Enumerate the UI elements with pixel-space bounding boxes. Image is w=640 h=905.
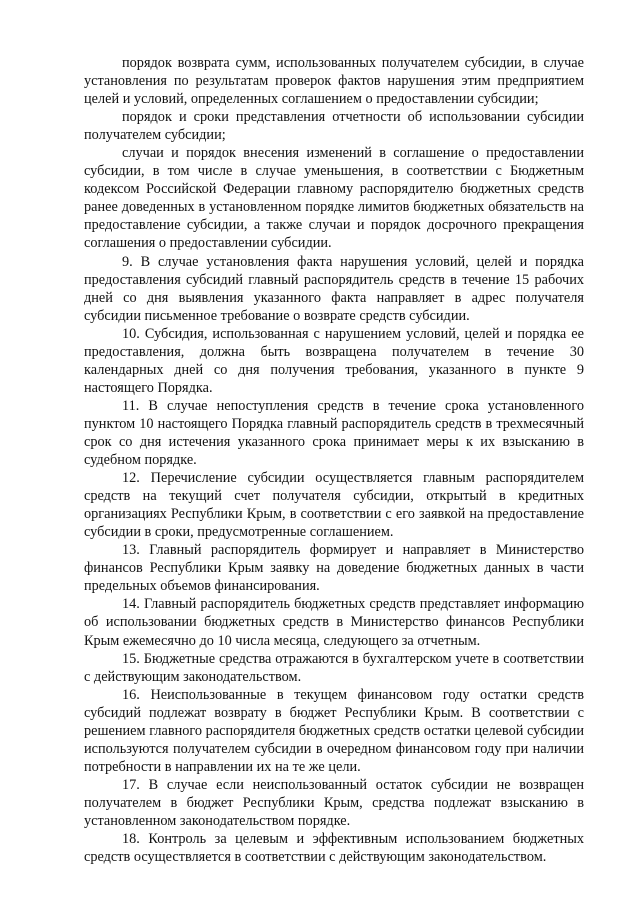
paragraph-clause-9: 9. В случае установления факта нарушения условий, целей и порядка предоставления субсидий главный распорядитель средств в течение 15 рабочих дней со дня выявления указанного факта направляет в адрес получателя субсидии письменное требование о возврате средств субсидии. [84, 253, 584, 324]
paragraph-clause-15: 15. Бюджетные средства отражаются в бухгалтерском учете в соответствии с действующим законодательством. [84, 650, 584, 685]
paragraph-clause-14: 14. Главный распорядитель бюджетных средств представляет информацию об использовании бюджетных средств в Министерство финансов Республики Крым ежемесячно до 10 числа месяца, следующего за отчетным. [84, 596, 584, 649]
paragraph-reporting-procedure: порядок и сроки представления отчетности об использовании субсидии получателем субсидии; [84, 109, 584, 144]
paragraph-clause-11: 11. В случае непоступления средств в течение срока установленного пунктом 10 настоящего Порядка главный распорядитель средств в трехмесячный срок со дня истечения указанного срока принимает меры к их взысканию в судебном порядке. [84, 397, 584, 469]
paragraph-clause-18: 18. Контроль за целевым и эффективным использованием бюджетных средств осуществляется в соответствии с действующим законодательством. [84, 831, 584, 866]
paragraph-refund-procedure: порядок возврата сумм, использованных получателем субсидии, в случае установления по результатам проверок фактов нарушения этим предприятием целей и условий, определенных соглашением о предоставлении субсидии; [84, 55, 584, 108]
paragraph-clause-13: 13. Главный распорядитель формирует и направляет в Министерство финансов Республики Крым заявку на доведение бюджетных данных в части предельных объемов финансирования. [84, 542, 584, 595]
paragraph-clause-10: 10. Субсидия, использованная с нарушением условий, целей и порядка ее предоставления, должна быть возвращена получателем в течение 30 календарных дней со дня получения требования, указанного в пункте 9 настоящего Порядка. [84, 325, 584, 396]
paragraph-clause-17: 17. В случае если неиспользованный остаток субсидии не возвращен получателем в бюджет Республики Крым, средства подлежат взысканию в установленном законодательством порядке. [84, 776, 584, 829]
paragraph-clause-12: 12. Перечисление субсидии осуществляется главным распорядителем средств на текущий счет получателя субсидии, открытый в кредитных организациях Республики Крым, в соответствии с его заявкой на предоставление субсидии в сроки, предусмотренные соглашением. [84, 470, 584, 541]
paragraph-clause-16: 16. Неиспользованные в текущем финансовом году остатки средств субсидий подлежат возврату в бюджет Республики Крым. В соответствии с решением главного распорядителя бюджетных средств остатки целевой субсидии используются получателем субсидии в очередном финансовом году при наличии потребности в направлении их на те же цели. [84, 686, 584, 775]
paragraph-agreement-changes: случаи и порядок внесения изменений в соглашение о предоставлении субсидии, в том числе в случае уменьшения, в соответствии с Бюджетным кодексом Российской Федерации главному распорядителю бюджетных средств ранее доведенных в установленном порядке лимитов бюджетных обязательств на предоставление субсидии, а также случаи и порядок досрочного прекращения соглашения о предоставлении субсидии. [84, 145, 584, 252]
